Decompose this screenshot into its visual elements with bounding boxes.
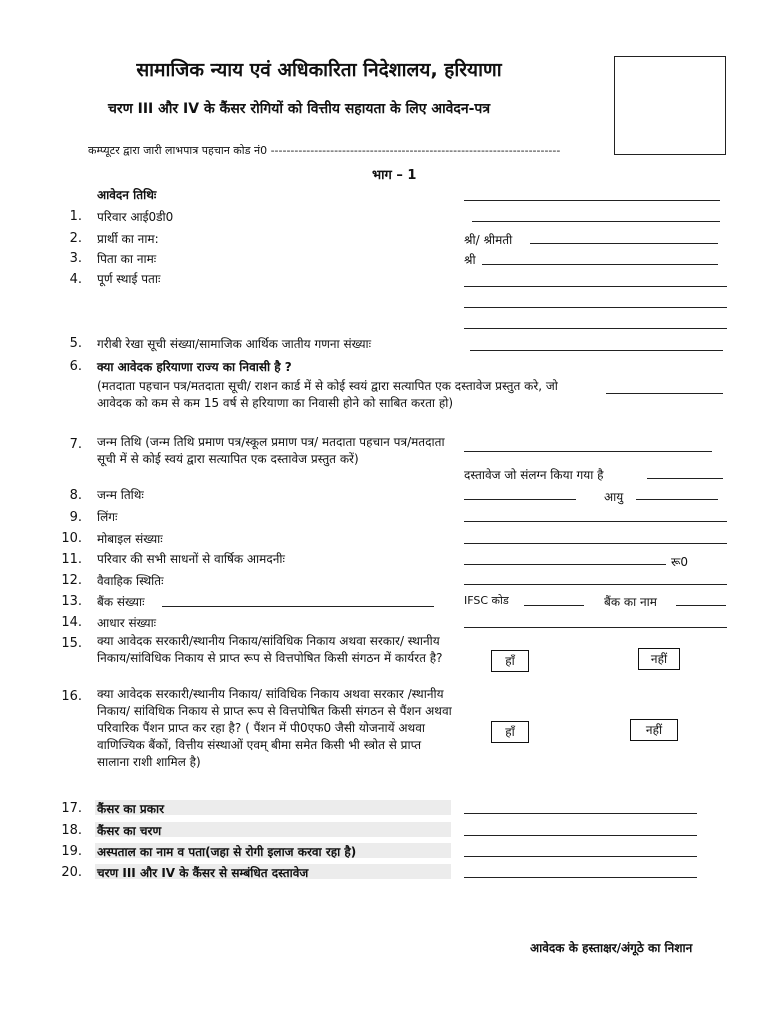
age-field[interactable] (636, 499, 718, 500)
row-number: 17. (61, 801, 82, 816)
address-field-line-3[interactable] (464, 328, 727, 329)
bank-name-label: बैंक का नाम (604, 595, 657, 609)
income-unit: रू0 (671, 555, 688, 569)
govt-employee-yes-box[interactable]: हाँ (491, 650, 529, 672)
form-title: सामाजिक न्याय एवं अधिकारिता निदेशालय, हरियाणा (136, 59, 502, 81)
photo-box (614, 56, 726, 155)
haryana-resident-field[interactable] (606, 393, 723, 394)
marital-status-label: वैवाहिक स्थितिः (97, 574, 164, 588)
row-number: 12. (61, 573, 82, 588)
annual-income-field[interactable] (464, 564, 666, 565)
father-name-label: पिता का नामः (97, 252, 157, 266)
bank-account-label: बैंक संख्याः (97, 595, 145, 609)
row-number: 13. (61, 594, 82, 609)
marital-status-field[interactable] (464, 584, 727, 585)
gender-label: लिंगः (97, 510, 118, 524)
row-number: 16. (61, 689, 82, 704)
cancer-type-label: कैंसर का प्रकार (97, 802, 164, 816)
bank-account-field[interactable] (162, 606, 434, 607)
haryana-resident-note: (मतदाता पहचान पत्र/मतदाता सूची/ राशन कार्ड में से कोई स्वयं द्वारा सत्यापित एक दस्तावेज प्रस्तुत करे, जो आवेदक को कम से कम 15 वर्ष से हरियाणा का निवासी होने को साबित करता हो) (97, 379, 558, 410)
dob-proof-field[interactable] (464, 451, 712, 452)
ifsc-field[interactable] (524, 605, 584, 606)
row-number: 1. (69, 209, 82, 224)
aadhaar-field[interactable] (464, 627, 727, 628)
dob-field[interactable] (464, 499, 576, 500)
row-number: 3. (69, 251, 82, 266)
applicant-name-label: प्रार्थी का नाम: (97, 232, 159, 246)
applicant-name-field[interactable] (530, 243, 718, 244)
govt-employee-no-box[interactable]: नहीं (638, 648, 680, 670)
dob-proof-label: जन्म तिथि (जन्म तिथि प्रमाण पत्र/स्कूल प्रमाण पत्र/ मतदाता पहचान पत्र/मतदाता सूची में से कोई स्वयं द्वारा सत्यापित एक दस्तावेज प्रस्तुत करें) (97, 435, 445, 466)
family-id-label: परिवार आई0डी0 (97, 210, 174, 224)
pension-yes-box[interactable]: हाँ (491, 721, 529, 743)
row-number: 18. (61, 823, 82, 838)
mobile-label: मोबाइल संख्याः (97, 532, 163, 546)
document-attached-field[interactable] (647, 478, 723, 479)
row-number: 14. (61, 615, 82, 630)
hospital-label: अस्पताल का नाम व पता(जहा से रोगी इलाज करवा रहा है) (97, 845, 357, 859)
application-date-label: आवेदन तिथिः (97, 188, 157, 202)
row-number: 7. (69, 437, 82, 452)
address-label: पूर्ण स्थाई पताः (97, 272, 161, 286)
row-number: 10. (61, 531, 82, 546)
row-number: 8. (69, 488, 82, 503)
aadhaar-label: आधार संख्याः (97, 616, 157, 630)
row-number: 15. (61, 636, 82, 651)
form-subtitle: चरण III और IV के कैंसर रोगियों को वित्तीय सहायता के लिए आवेदन-पत्र (108, 101, 491, 117)
age-label: आयु (604, 490, 624, 504)
annual-income-label: परिवार की सभी साधनों से वार्षिक आमदनीः (97, 552, 285, 566)
haryana-resident-label: क्या आवेदक हरियाणा राज्य का निवासी है ? (97, 360, 292, 374)
section-heading: भाग – 1 (372, 168, 417, 183)
row-number: 9. (69, 510, 82, 525)
signature-label: आवेदक के हस्ताक्षर/अंगूठे का निशान (530, 941, 693, 955)
application-date-field[interactable] (464, 200, 720, 201)
address-field-line-2[interactable] (464, 307, 727, 308)
row-number: 4. (69, 272, 82, 287)
dob-label: जन्म तिथिः (97, 488, 144, 502)
row-number: 20. (61, 865, 82, 880)
documents-field[interactable] (464, 877, 697, 878)
pension-question: क्या आवेदक सरकारी/स्थानीय निकाय/ सांविधिक निकाय अथवा सरकार /स्थानीय निकाय/ सांविधिक निकाय से प्राप्त रूप से वित्तपोषित किसी संगठन से पैंशन अथवा परिवारिक पैंशन प्राप्त कर रहा है? ( पैंशन में पी0एफ0 जैसी योजनायें अथवा वाणिज्यिक बैंकों, वित्तीय संस्थाओं एवम् बीमा समेत किसी भी स्त्रोत से प्राप्त सालाना राशी शामिल है) (97, 687, 452, 769)
cancer-stage-field[interactable] (464, 835, 697, 836)
bpl-number-field[interactable] (470, 350, 723, 351)
documents-label: चरण III और IV के कैंसर से सम्बंधित दस्तावेज (97, 866, 309, 880)
beneficiary-code-line: कम्प्यूटर द्वारा जारी लाभपात्र पहचान कोड नं0 ------------------------------------------------------------------------- (88, 144, 561, 157)
row-number: 11. (61, 552, 82, 567)
cancer-type-field[interactable] (464, 813, 697, 814)
bank-name-field[interactable] (676, 605, 726, 606)
address-field-line-1[interactable] (464, 286, 727, 287)
father-name-field[interactable] (482, 264, 718, 265)
mobile-field[interactable] (464, 543, 727, 544)
row-number: 6. (69, 359, 82, 374)
ifsc-label: IFSC कोड (464, 594, 509, 607)
row-number: 19. (61, 844, 82, 859)
cancer-stage-label: कैंसर का चरण (97, 824, 162, 838)
pension-no-box[interactable]: नहीं (630, 719, 678, 741)
bpl-number-label: गरीबी रेखा सूची संख्या/सामाजिक आर्थिक जातीय गणना संख्याः (97, 337, 372, 351)
hospital-field[interactable] (464, 856, 697, 857)
family-id-field[interactable] (472, 221, 720, 222)
row-number: 2. (69, 231, 82, 246)
row-number: 5. (69, 336, 82, 351)
applicant-name-prefix: श्री/ श्रीमती (464, 233, 513, 247)
gender-field[interactable] (464, 521, 727, 522)
father-name-prefix: श्री (464, 253, 476, 267)
govt-employee-question: क्या आवेदक सरकारी/स्थानीय निकाय/सांविधिक निकाय अथवा सरकार/ स्थानीय निकाय/सांविधिक निकाय से प्राप्त रूप से वित्तपोषित किसी संगठन में कार्यरत है? (97, 634, 443, 665)
document-attached-label: दस्तावेज जो संलग्न किया गया है (464, 468, 604, 482)
